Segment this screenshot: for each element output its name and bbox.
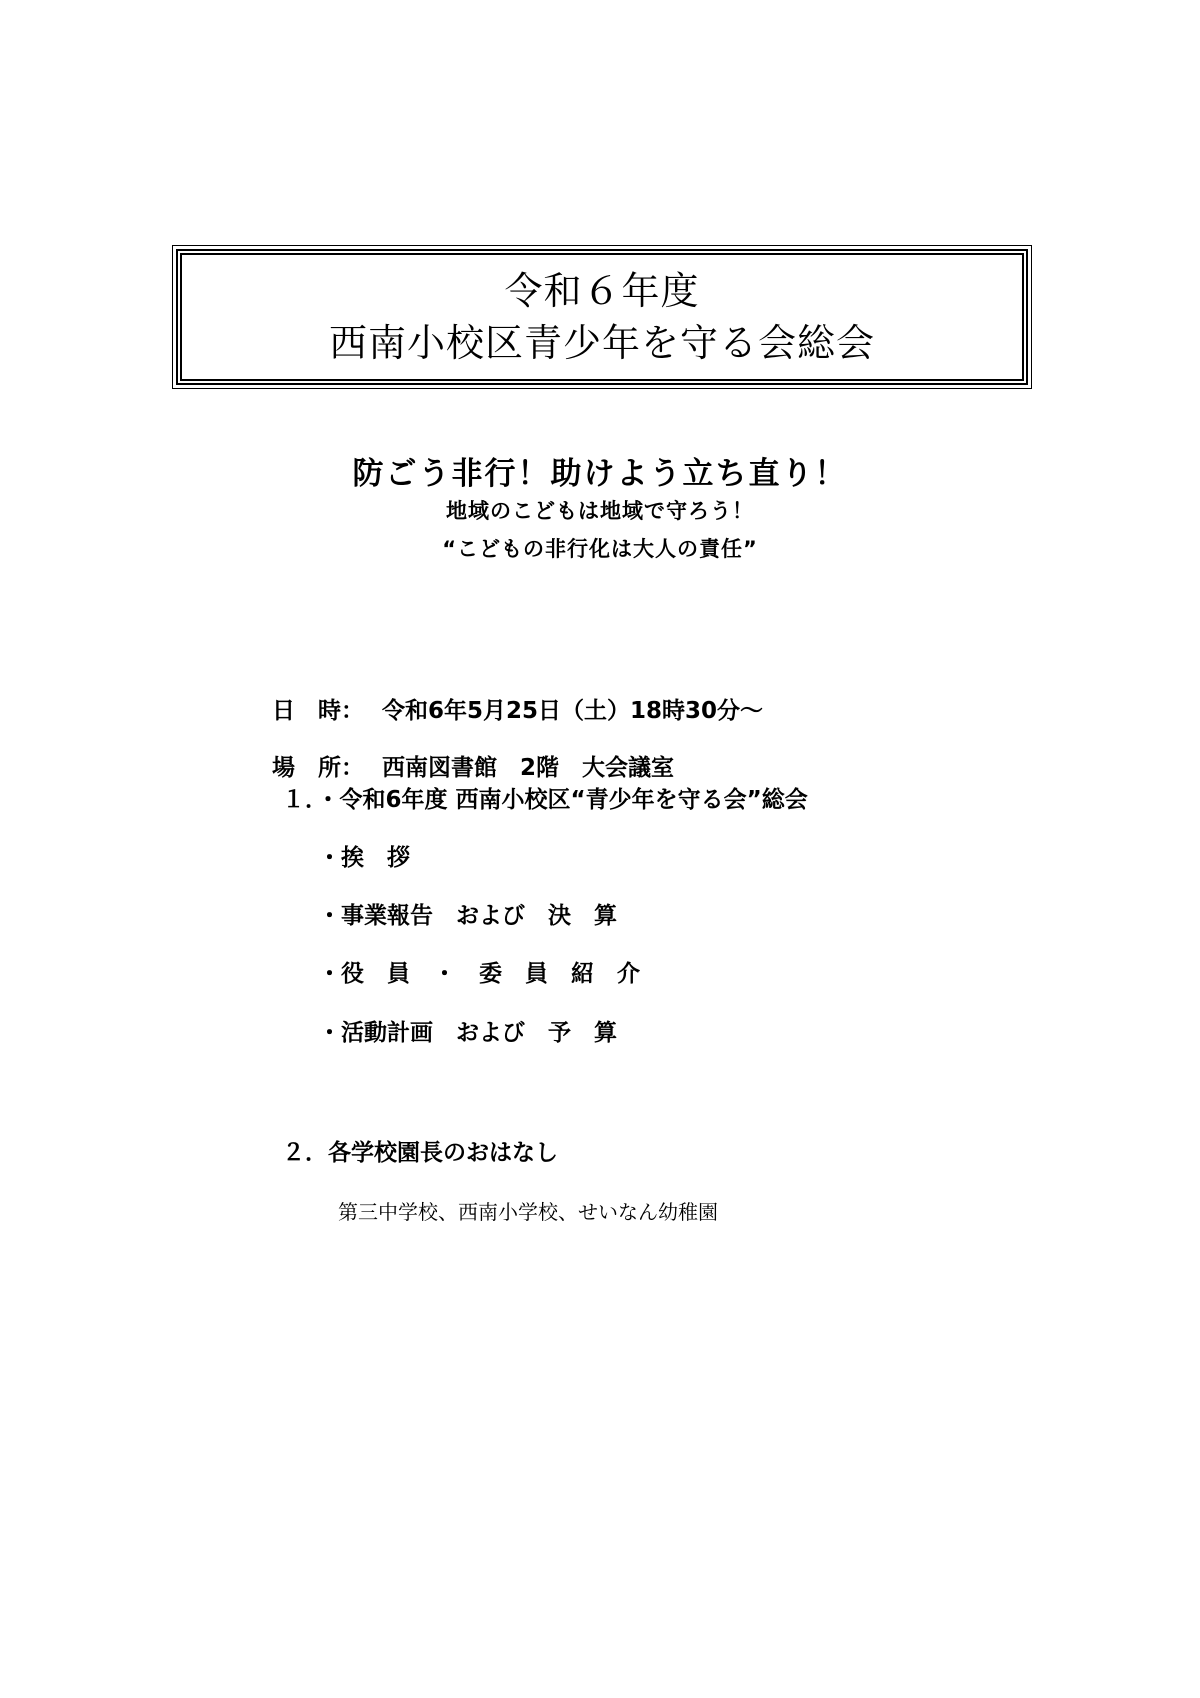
agenda-sub-item: ・役 員 ・ 委 員 紹 介 bbox=[318, 961, 640, 987]
date-row bbox=[256, 666, 763, 725]
schools-list: 第三中学校、西南小学校、せいなん幼稚園 bbox=[338, 1200, 718, 1224]
slogan-quote: “こどもの非行化は大人の責任” bbox=[442, 537, 758, 561]
agenda-sub-item: ・挨 拶 bbox=[318, 845, 410, 871]
title-line-1: 令和６年度 bbox=[504, 269, 700, 313]
slogan-main: 防ごう非行！助けよう立ち直り！ bbox=[352, 456, 848, 492]
agenda-sub-item: ・活動計画 および 予 算 bbox=[318, 1020, 617, 1046]
title-box bbox=[176, 249, 1028, 385]
agenda-item-2: ２．各学校園長のおはなし bbox=[282, 1140, 558, 1166]
title-line-2: 西南小校区青少年を守る会総会 bbox=[328, 321, 875, 365]
date-label: 日 時： bbox=[272, 698, 365, 724]
date-value: 令和6年5月25日（土）18時30分～ bbox=[382, 698, 764, 724]
place-value: 西南図書館 2階 大会議室 bbox=[382, 755, 675, 781]
agenda-sub-item: ・事業報告 および 決 算 bbox=[318, 903, 617, 929]
slogan-sub: 地域のこどもは地域で守ろう！ bbox=[446, 499, 754, 523]
place-row bbox=[256, 723, 674, 782]
agenda-item-1: １．・令和6年度 西南小校区“青少年を守る会”総会 bbox=[282, 787, 808, 813]
place-label: 場 所： bbox=[272, 755, 365, 781]
